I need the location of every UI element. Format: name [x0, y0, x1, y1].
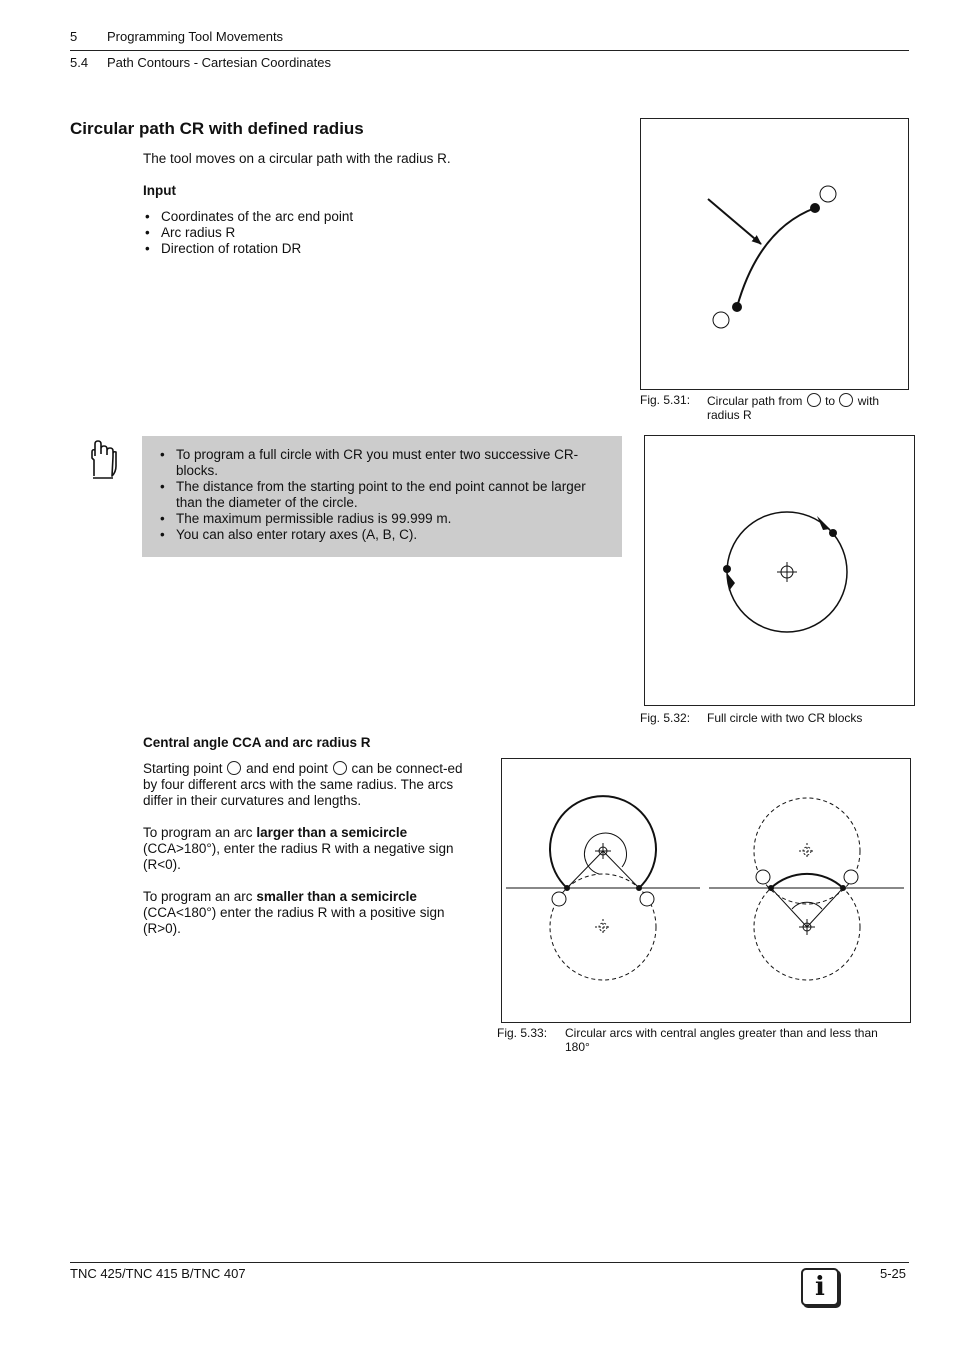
list-item: • The maximum permissible radius is 99.999 m. [158, 511, 598, 527]
paragraph: Starting point and end point can be connect-ed by four different arcs with the same radius. The arcs differ in their curvatures and lengths. [143, 761, 463, 808]
footer-rule [70, 1262, 909, 1263]
large-arc [550, 796, 656, 888]
circular-path-arc [737, 208, 815, 307]
arcs-comparison-diagram [502, 759, 910, 1022]
fig-5-33-label: Fig. 5.33: [497, 1026, 548, 1040]
input-heading: Input [143, 183, 176, 198]
end-point-dot [810, 203, 820, 213]
point-dot [829, 529, 837, 537]
caption-text: to [825, 394, 836, 408]
fig-5-31-caption [707, 393, 907, 422]
central-angle-heading: Central angle CCA and arc radius R [143, 735, 371, 750]
figure-5-33 [501, 758, 911, 1023]
footer-model: TNC 425/TNC 415 B/TNC 407 [70, 1266, 246, 1281]
info-icon[interactable]: i [801, 1268, 839, 1306]
point-dot [723, 565, 731, 573]
end-point-circle-icon [839, 393, 853, 407]
pointing-hand-icon [86, 440, 120, 482]
start-point-dot [732, 302, 742, 312]
note-box [142, 436, 622, 557]
list-item: • To program a full circle with CR you must enter two successive CR-blocks. [158, 447, 598, 479]
caption-text: Circular path from [707, 394, 803, 408]
arrowhead-lower [727, 573, 735, 591]
list-item: • Direction of rotation DR [143, 241, 543, 257]
fig-5-32-label: Fig. 5.32: [640, 711, 691, 725]
paragraph: To program an arc smaller than a semicircle (CCA<180°) enter the radius R with a positive sign (R>0). [143, 889, 445, 936]
fig-5-32-caption: Full circle with two CR blocks [707, 711, 863, 725]
arrowhead-upper [817, 516, 830, 530]
section-title: Path Contours - Cartesian Coordinates [107, 55, 332, 70]
fig-5-33-caption: Circular arcs with central angles greater than and less than 180° [565, 1026, 878, 1054]
start-point-marker-icon [713, 312, 729, 328]
central-angle-text [143, 761, 473, 937]
center-crosshair-icon [799, 843, 815, 859]
list-item: • Coordinates of the arc end point [143, 209, 543, 225]
full-circle-diagram [645, 436, 914, 705]
chapter-number: 5 [70, 29, 78, 44]
center-crosshair-icon [595, 919, 611, 935]
end-point-marker-icon [820, 186, 836, 202]
small-arc [771, 874, 843, 888]
end-point-circle-icon [333, 761, 347, 775]
figure-5-31 [640, 118, 909, 390]
start-point-circle-icon [227, 761, 241, 775]
header-rule [70, 50, 909, 51]
fig-5-31-label: Fig. 5.31: [640, 393, 691, 407]
intro-text: The tool moves on a circular path with the radius R. [143, 151, 451, 166]
paragraph: To program an arc larger than a semicircle (CCA>180°), enter the radius R with a negative sign (R<0). [143, 825, 454, 872]
caption-text: with [857, 394, 880, 408]
figure-5-32 [644, 435, 915, 706]
input-list [143, 209, 543, 257]
page-heading: Circular path CR with defined radius [70, 119, 364, 138]
tool-direction-arrow [708, 199, 761, 244]
list-item: • Arc radius R [143, 225, 543, 241]
arc-path-diagram [641, 119, 908, 389]
chapter-title: Programming Tool Movements [107, 29, 284, 44]
section-number: 5.4 [70, 55, 89, 70]
note-list [158, 447, 598, 543]
footer-page-number: 5-25 [880, 1266, 907, 1281]
list-item: • You can also enter rotary axes (A, B, C). [158, 527, 598, 543]
start-point-circle-icon [807, 393, 821, 407]
list-item: • The distance from the starting point to the end point cannot be larger than the diameter of the circle. [158, 479, 598, 511]
caption-text: radius R [707, 408, 752, 422]
